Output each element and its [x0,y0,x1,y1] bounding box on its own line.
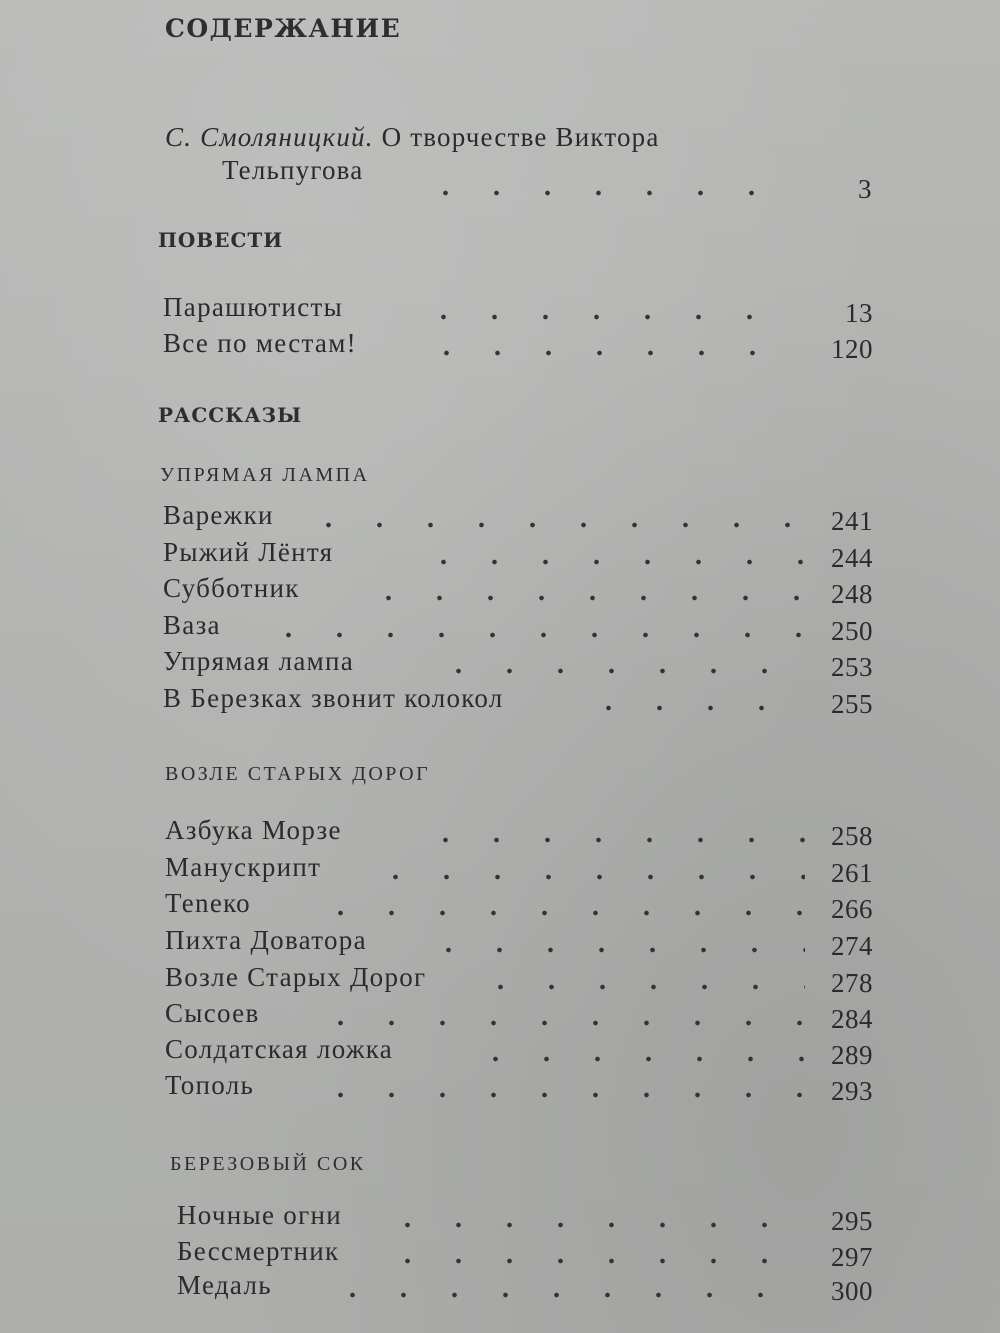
leader-dots [433,646,803,682]
list-item [165,962,873,998]
list-item [165,852,873,888]
intro-entry [165,122,660,153]
leader-dots [470,1034,805,1070]
list-item [165,1070,873,1106]
list-item [163,646,873,682]
entry-title: Сысоев [165,998,260,1028]
leader-dots [420,815,805,851]
entry-page: 293 [831,1076,873,1106]
entry-title: Упрямая лампа [163,646,355,676]
entry-title: В Березках звонит колокол [163,683,504,713]
leader-dots [423,925,805,961]
entry-title: Парашютисты [163,292,344,322]
entry-title: Рыжий Лёнтя [163,537,334,567]
intro-page: 3 [858,174,872,204]
entry-title: Медаль [177,1270,272,1300]
list-item [163,573,873,609]
list-item [163,500,873,536]
entry-page: 284 [831,1004,873,1034]
entry-page: 300 [831,1276,873,1306]
entry-title: Ночные огни [177,1200,342,1230]
page-title: СОДЕРЖАНИЕ [165,14,402,43]
leader-dots [370,852,805,888]
entry-title: Бессмертник [177,1236,340,1266]
list-item [163,537,873,573]
leader-dots [418,537,803,573]
entry-title: Субботник [163,573,300,603]
leader-dots [420,168,800,204]
entry-page: 289 [831,1040,873,1070]
leader-dots [315,998,805,1034]
list-item [165,998,873,1034]
entry-page: 248 [831,579,873,609]
leader-dots [382,1200,807,1236]
leader-dots [421,328,801,364]
entry-page: 297 [831,1242,873,1272]
list-item [163,292,873,328]
entry-page: 261 [831,858,873,888]
entry-title: Азбука Морзе [165,815,342,845]
entry-page: 250 [831,616,873,646]
list-item [165,1034,873,1070]
entry-page: 255 [831,689,873,719]
entry-page: 295 [831,1206,873,1236]
entry-title: Ваза [163,610,221,640]
section-povesti: ПОВЕСТИ [158,228,284,252]
list-item [163,683,873,719]
entry-page: 258 [831,821,873,851]
list-item [165,888,873,924]
subsection-upryamaya: УПРЯМАЯ ЛАМПА [160,464,370,486]
entry-title: Варежки [163,500,274,530]
subsection-berezovy: БЕРЕЗОВЫЙ СОК [170,1153,366,1175]
entry-title: Тополь [165,1070,255,1100]
intro-title-part1: О творчестве Виктора [381,122,660,152]
leader-dots [418,292,798,328]
entry-page: 253 [831,652,873,682]
entry-title: Возле Старых Дорог [165,962,427,992]
entry-page: 266 [831,894,873,924]
entry-page: 241 [831,506,873,536]
list-item [163,328,873,364]
entry-title: Теneко [165,888,251,918]
list-item [163,610,873,646]
list-item [165,925,873,961]
leader-dots [303,500,803,536]
leader-dots [263,610,803,646]
intro-page-row [420,168,872,204]
intro-title-part2: Тельпугова [222,155,364,185]
section-rasskazy: РАССКАЗЫ [158,403,303,427]
entry-page: 13 [845,298,873,328]
entry-page: 274 [831,931,873,961]
leader-dots [382,1236,807,1272]
entry-page: 278 [831,968,873,998]
list-item [165,815,873,851]
leader-dots [327,1270,807,1306]
leader-dots [315,1070,805,1106]
entry-title: Манускрипт [165,852,322,882]
list-item [177,1200,873,1236]
entry-title: Солдатская ложка [165,1034,394,1064]
leader-dots [583,683,803,719]
list-item [177,1270,873,1306]
entry-page: 120 [831,334,873,364]
subsection-vozle: ВОЗЛЕ СТАРЫХ ДОРОГ [165,763,431,785]
leader-dots [315,888,805,924]
entry-page: 244 [831,543,873,573]
leader-dots [475,962,805,998]
entry-title: Пихта Доватора [165,925,367,955]
list-item [177,1236,873,1272]
intro-author: С. Смоляницкий. [165,122,374,152]
leader-dots [363,573,803,609]
entry-title: Все по местам! [163,328,357,358]
